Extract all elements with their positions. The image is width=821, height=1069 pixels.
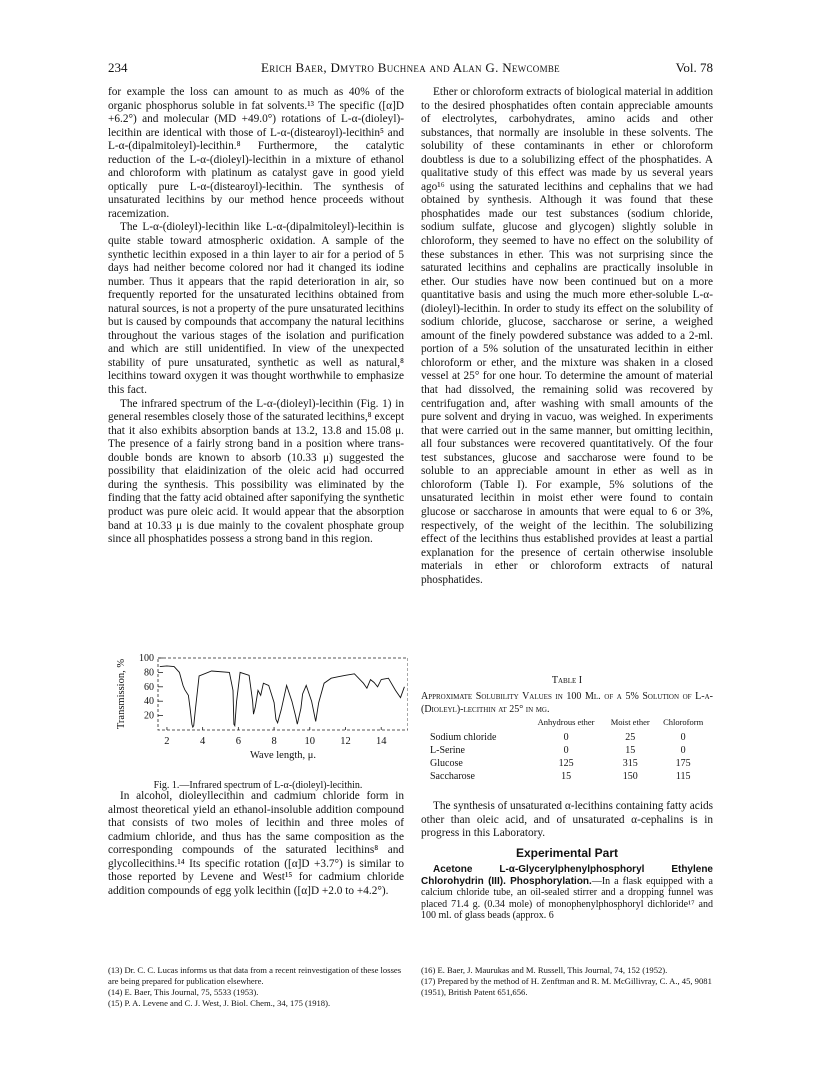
table-cell: 150 <box>622 771 638 782</box>
table-header: Chloroform <box>663 717 704 727</box>
table-header <box>430 718 528 731</box>
table-row <box>430 770 710 783</box>
volume-label: Vol. 78 <box>675 60 713 75</box>
experimental-body: —In a flask equipped with a calcium chloride tube, an oil-sealed stirrer and a dropping funnel was placed 71.4 g. (0.34 mole) of monophenylphosphoryl dichloride¹⁷ and 100 ml. of glass beads (approx. 6 <box>421 875 713 922</box>
table-cell: Glucose <box>430 758 463 769</box>
footnotes-right <box>421 965 713 998</box>
table-row <box>430 757 710 770</box>
x-tick-label: 2 <box>164 736 170 747</box>
experimental-bold-heading: Acetone L-α-Glycerylphenylphosphoryl Ethylene Chlorohydrin (III). Phosphorylation. <box>421 864 713 887</box>
y-tick-label: 100 <box>139 653 154 664</box>
table-header-row <box>430 718 710 731</box>
experimental-text <box>421 864 713 922</box>
table-subtitle: Approximate Solubility Values in 100 Ml. of a 5% Solution of L-α-(Dioleyl)-lecithin at 25° in mg. <box>421 691 713 715</box>
paragraph: The infrared spectrum of the L-α-(dioleyl)-lecithin (Fig. 1) in general resembles closely those of the saturated lecithins,⁸ except that it also exhibits absorption bands at 13.2, 13.8 and 15.08 μ. The presence of a fairly strong band in a position where trans-double bonds are known to absorb (10.33 μ) suggested the possibility that elaidinization of the oleic acid had occurred during the synthesis. This possibility was eliminated by the finding that the fatty acid obtained after saponifying the synthetic product was pure oleic acid. It would appear that the absorption band at 10.33 μ is due mainly to the covalent phosphate group since all phosphatides possess a strong band in this region. <box>108 397 404 546</box>
table-cell: 175 <box>675 758 691 769</box>
running-header <box>108 60 713 78</box>
paragraph: In alcohol, dioleyllecithin and cadmium chloride form in almost theoretical yield an ethanol-insoluble addition compound that consists of two moles of lecithin and three moles of cadmium chloride, and thus has the same composition as the corresponding compounds of the saturated lecithins⁸ and glycollecithins.¹⁴ Its specific rotation ([α]D +3.7°) is similar to those reported by Levene and West¹⁵ for cadmium chloride addition compounds of egg yolk lecithin ([α]D +2.0 to +4.2°). <box>108 790 404 897</box>
table-cell: 115 <box>675 771 691 782</box>
table-cell: 0 <box>563 745 569 756</box>
footnote: (15) P. A. Levene and C. J. West, J. Biol. Chem., 34, 175 (1918). <box>108 998 331 1008</box>
right-column-top <box>421 86 713 587</box>
table-header: Anhydrous ether <box>537 717 595 727</box>
page-number: 234 <box>108 60 128 75</box>
footnotes-left <box>108 965 404 1009</box>
x-tick-label: 10 <box>304 736 316 747</box>
plot-frame <box>158 658 408 730</box>
y-tick-label: 80 <box>144 667 154 679</box>
table-cell: 0 <box>680 745 686 756</box>
y-tick-label: 20 <box>144 710 154 722</box>
table-cell: Sodium chloride <box>430 732 497 743</box>
table-cell: 25 <box>625 732 636 743</box>
y-tick-label: 60 <box>144 681 154 693</box>
table-title: Table I <box>551 675 583 686</box>
section-heading: Experimental Part <box>515 846 619 860</box>
x-tick-label: 8 <box>271 736 277 747</box>
x-tick-label: 6 <box>235 736 241 747</box>
right-column-after-table <box>421 800 713 841</box>
table-cell: 15 <box>561 771 572 782</box>
left-column-bottom <box>108 790 404 898</box>
table-row <box>430 744 710 757</box>
table-cell: L-Serine <box>430 745 465 756</box>
table-cell: 125 <box>558 758 574 769</box>
table-cell: 315 <box>622 758 638 769</box>
table-cell: 0 <box>680 732 686 743</box>
table-cell: 15 <box>625 745 636 756</box>
x-tick-label: 4 <box>200 736 206 747</box>
ir-spectrum-chart <box>108 648 408 776</box>
table-cell: Saccharose <box>430 771 475 782</box>
footnote: (13) Dr. C. C. Lucas informs us that data from a recent reinvestigation of these losses are being prepared for publication elsewhere. <box>108 965 402 986</box>
table-row <box>430 731 710 744</box>
figure-caption: Fig. 1.—Infrared spectrum of L-α-(dioleyl)-lecithin. <box>153 780 363 791</box>
table-cell: 0 <box>563 732 569 743</box>
paragraph: The L-α-(dioleyl)-lecithin like L-α-(dipalmitoleyl)-lecithin is quite stable toward atmospheric oxidation. A sample of the synthetic lecithin exposed in a thin layer to air for a period of 5 days had neither become colored nor had it changed its iodine number. Thus it appears that the rapid deterioration in air, so frequently reported for the unsaturated lecithins obtained from natural sources, is not a property of the pure unsaturated lecithins but is caused by compounds that accompany the natural lecithins throughout the various stages of the isolation and purification and which are still unidentified. In view of the unexpected stability of pure unsaturated, synthetic as well as natural,⁸ lecithins toward oxygen it was thought worthwhile to emphasize this fact. <box>108 221 404 397</box>
paragraph: Ether or chloroform extracts of biological material in addition to the desired phosphatides often contain appreciable amounts of electrolytes, carbohydrates, amino acids and other substances, that normally are insoluble in these solvents. The solubility of these contaminants in ether or chloroform doubtless is due to a solubilizing effect of the phosphatides. A qualitative study of this effect was made by us several years ago¹⁶ using the saturated lecithins and cephalins that we had obtained by synthesis. Although it was found that these phosphatides made our test substances (sodium chloride, sodium sulfate, glucose and glycogen) slightly soluble in chloroform, they seemed to have no effect on the solubility of these substances in ether. This was not surprising since the saturated lecithins and cephalins are practically insoluble in ether. Our studies have now been continued but on a more quantitative basis and using the much more ether-soluble L-α-(dioleyl)-lecithin. In order to study its effect on the solubility of sodium chloride, glucose, saccharose or serine, a weighed amount of the finely powdered substance was added to a 2-ml. portion of a 5% solution of the unsaturated lecithin in either chloroform or ether, and the mixture was shaken in a closed vessel at 25° for one hour. To determine the amount of material that had dissolved, the remaining solid was recovered by centrifugation and, after washing with small amounts of the pure solvent and drying in vacuo, was weighed. In experiments that were carried out in the same manner, but omitting lecithin, all four substances were recovered quantitatively. Of the four test substances, glucose and saccharose were found to be soluble to an appreciable amount in ether as well as in chloroform (Table I). For example, 5% solutions of the unsaturated lecithin in moist ether were found to contain glucose or saccharose in amounts that were equal to 6 or 3%, respectively, of the weight of the lecithin. The solubilizing effect of the lecithins thus established provides at least a partial explanation for the presence of certain otherwise insoluble materials in ether or chloroform extracts of natural phosphatides. <box>421 86 713 586</box>
x-axis-label: Wave length, μ. <box>249 750 317 761</box>
table-header: Moist ether <box>610 717 650 727</box>
footnote: (16) E. Baer, J. Maurukas and M. Russell, This Journal, 74, 152 (1952). <box>421 965 668 975</box>
paragraph: for example the loss can amount to as much as 40% of the organic phosphorus soluble in fat solvents.¹³ The specific ([α]D +6.2°) and molecular (MD +49.0°) rotations of L-α-(dioleyl)-lecithin are identical with those of L-α-(distearoyl)-lecithin⁵ and L-α-(dipalmitoleyl)-lecithin.⁸ Furthermore, the catalytic reduction of the L-α-(dioleyl)-lecithin in a mixture of ethanol and chloroform with platinum as catalyst gave in good yield optically pure L-α-(distearoyl)-lecithin. The synthesis of unsaturated lecithins by our method hence proceeds without racemization. <box>108 86 404 220</box>
footnote: (14) E. Baer, This Journal, 75, 5533 (1953). <box>108 987 259 997</box>
footnote: (17) Prepared by the method of H. Zenftman and R. M. McGillivray, C. A., 45, 9081 (1951), British Patent 651,656. <box>421 976 712 997</box>
paragraph: The synthesis of unsaturated α-lecithins containing fatty acids other than oleic acid, and of unsaturated α-cephalins is in progress in this Laboratory. <box>421 800 713 840</box>
x-tick-label: 12 <box>340 736 351 747</box>
solubility-table <box>430 718 710 783</box>
spectrum-line <box>160 666 405 727</box>
left-column-top <box>108 86 404 547</box>
running-authors: Erich Baer, Dmytro Buchnea and Alan G. Newcombe <box>261 60 560 75</box>
figure-1 <box>108 648 408 791</box>
y-tick-label: 40 <box>144 696 154 708</box>
x-tick-label: 14 <box>375 736 387 747</box>
y-axis-label: Transmission, % <box>116 658 127 730</box>
